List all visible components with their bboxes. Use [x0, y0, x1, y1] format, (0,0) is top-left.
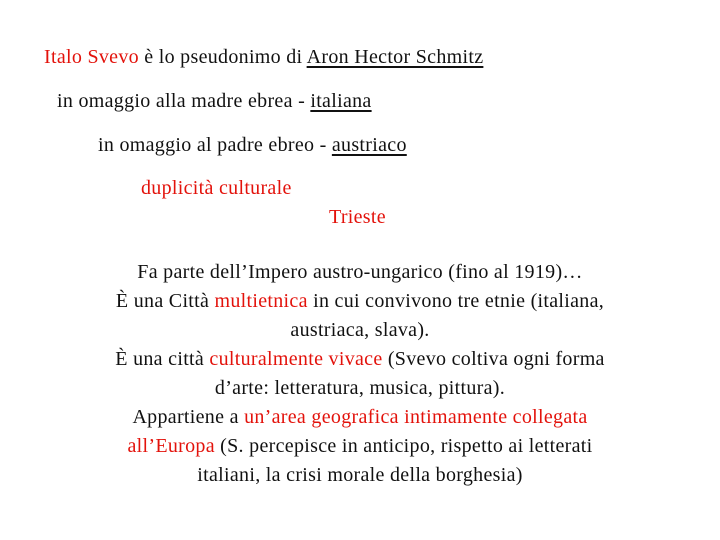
paragraph-line-2 — [40, 287, 680, 316]
title-line — [44, 45, 483, 69]
mother-line — [57, 89, 372, 113]
paragraph-text: Fa parte dell’Impero austro-ungarico (fino al 1919)… — [137, 261, 583, 283]
paragraph-text: Appartiene a — [132, 406, 245, 428]
paragraph-text: (Svevo coltiva ogni forma — [382, 348, 605, 370]
paragraph-line-1 — [40, 258, 680, 287]
author-pseudonym: Italo Svevo — [44, 46, 139, 68]
paragraph-text: È una città — [115, 348, 210, 370]
paragraph-text: italiani, la crisi morale della borghesia) — [197, 464, 523, 486]
paragraph-text: (S. percepisce in anticipo, rispetto ai letterati — [214, 435, 593, 457]
cultural-duality: duplicità culturale — [141, 177, 292, 199]
highlight-geographic-area: un’area geografica intimamente collegata — [244, 406, 588, 428]
paragraph-text: in cui convivono tre etnie (italiana, — [307, 290, 605, 312]
highlight-europe: all’Europa — [127, 435, 215, 457]
paragraph-line-3 — [40, 316, 680, 345]
paragraph-text: austriaca, slava). — [290, 319, 430, 341]
author-real-name: Aron Hector Schmitz — [306, 46, 484, 68]
father-origin: austriaco — [331, 134, 407, 156]
father-text: in omaggio al padre ebreo - — [98, 134, 332, 156]
trieste-paragraph — [40, 258, 680, 490]
highlight-multietnica: multietnica — [214, 290, 308, 312]
city-name: Trieste — [329, 206, 386, 228]
paragraph-line-6 — [40, 403, 680, 432]
paragraph-text: È una Città — [115, 290, 215, 312]
paragraph-line-4 — [40, 345, 680, 374]
mother-text: in omaggio alla madre ebrea - — [57, 90, 311, 112]
father-line — [98, 133, 407, 157]
mother-origin: italiana — [310, 90, 372, 112]
paragraph-line-8 — [40, 461, 680, 490]
paragraph-text: d’arte: letteratura, musica, pittura). — [214, 377, 506, 399]
paragraph-line-5 — [40, 374, 680, 403]
paragraph-line-7 — [40, 432, 680, 461]
highlight-culturally-lively: culturalmente vivace — [209, 348, 383, 370]
title-middle: è lo pseudonimo di — [138, 46, 307, 68]
